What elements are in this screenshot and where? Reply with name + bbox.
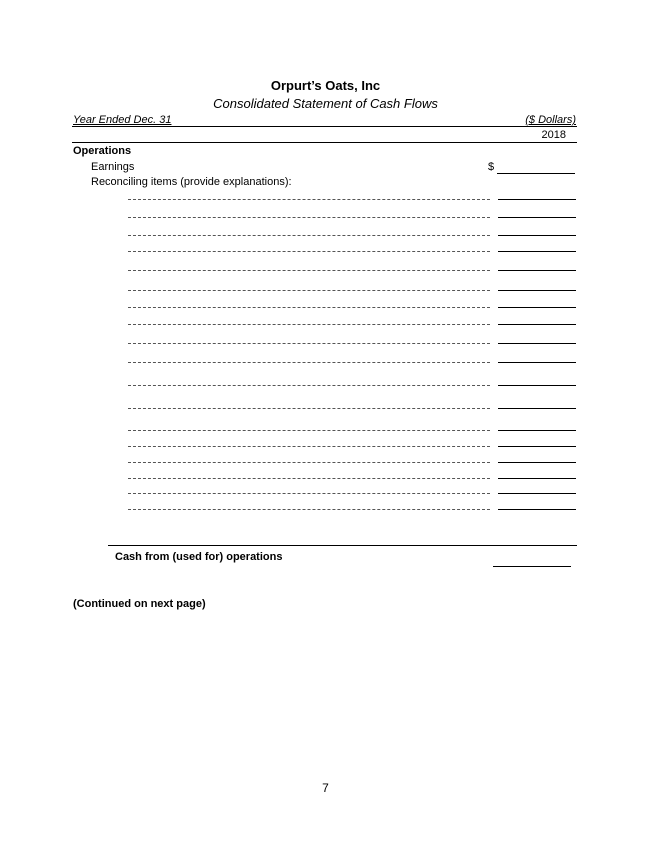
operations-heading: Operations: [73, 145, 132, 157]
amount-blank[interactable]: [498, 509, 576, 510]
amount-blank[interactable]: [498, 251, 576, 252]
amount-blank[interactable]: [498, 446, 576, 447]
explanation-line[interactable]: [128, 251, 490, 252]
amount-blank[interactable]: [498, 217, 576, 218]
amount-blank[interactable]: [498, 385, 576, 386]
reconciling-label: Reconciling items (provide explanations):: [91, 176, 292, 188]
amount-blank[interactable]: [498, 235, 576, 236]
units-label: ($ Dollars): [525, 114, 576, 126]
currency-symbol: $: [488, 161, 495, 173]
explanation-line[interactable]: [128, 408, 490, 409]
year-rule: [72, 142, 577, 143]
explanation-line[interactable]: [128, 235, 490, 236]
header-rule: [72, 126, 577, 127]
amount-blank[interactable]: [498, 478, 576, 479]
amount-blank[interactable]: [498, 408, 576, 409]
amount-blank[interactable]: [498, 199, 576, 200]
period-label: Year Ended Dec. 31: [73, 114, 172, 126]
explanation-line[interactable]: [128, 385, 490, 386]
explanation-line[interactable]: [128, 478, 490, 479]
explanation-line[interactable]: [128, 493, 490, 494]
explanation-line[interactable]: [128, 430, 490, 431]
year-label: 2018: [541, 129, 566, 141]
explanation-line[interactable]: [128, 217, 490, 218]
explanation-line[interactable]: [128, 290, 490, 291]
explanation-line[interactable]: [128, 343, 490, 344]
company-name: Orpurt’s Oats, Inc: [270, 78, 381, 93]
explanation-line[interactable]: [128, 307, 490, 308]
amount-blank[interactable]: [498, 270, 576, 271]
amount-blank[interactable]: [498, 343, 576, 344]
total-label: Cash from (used for) operations: [115, 551, 283, 563]
explanation-line[interactable]: [128, 446, 490, 447]
amount-blank[interactable]: [498, 324, 576, 325]
explanation-line[interactable]: [128, 462, 490, 463]
amount-blank[interactable]: [498, 430, 576, 431]
earnings-blank[interactable]: [497, 173, 575, 174]
total-rule: [108, 545, 577, 546]
explanation-line[interactable]: [128, 270, 490, 271]
amount-blank[interactable]: [498, 462, 576, 463]
explanation-line[interactable]: [128, 199, 490, 200]
amount-blank[interactable]: [498, 493, 576, 494]
earnings-label: Earnings: [91, 161, 135, 173]
amount-blank[interactable]: [498, 362, 576, 363]
statement-title: Consolidated Statement of Cash Flows: [213, 96, 438, 111]
page-number: 7: [322, 781, 329, 795]
total-blank[interactable]: [493, 566, 571, 567]
continued-note: (Continued on next page): [73, 598, 206, 610]
explanation-line[interactable]: [128, 324, 490, 325]
amount-blank[interactable]: [498, 290, 576, 291]
explanation-line[interactable]: [128, 509, 490, 510]
explanation-line[interactable]: [128, 362, 490, 363]
amount-blank[interactable]: [498, 307, 576, 308]
